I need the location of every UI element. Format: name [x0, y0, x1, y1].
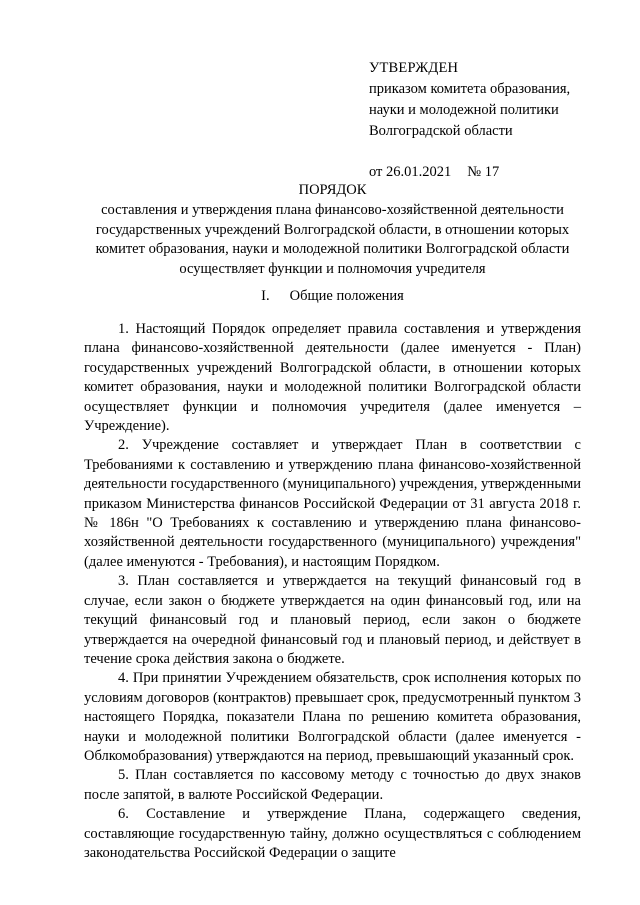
paragraph: 6. Составление и утверждение Плана, содержащего сведения, составляющие государственную тайну, должно осуществляться с соблюдением законодательства Российской Федерации о защите — [84, 806, 581, 861]
approval-line: науки и молодежной политики — [369, 102, 559, 118]
approval-block — [369, 58, 619, 183]
document-title: ПОРЯДОК — [298, 182, 367, 198]
body-text — [84, 320, 581, 863]
paragraph: 4. При принятии Учреждением обязательств, срок исполнения которых по условиям договоров (контрактов) превышает срок, предусмотренный пунктом 3 настоящего Порядка, показатели Плана по решению комитета образования, науки и молодежной политики Волгоградской области (далее именуется - Облкомобразования) утверждаются на период, превышающий указанный срок. — [84, 670, 581, 764]
approval-line: Волгоградской области — [369, 123, 513, 139]
order-number: № 17 — [467, 164, 500, 180]
section-heading — [80, 286, 585, 306]
paragraph: 3. План составляется и утверждается на текущий финансовый год в случае, если закон о бюджете утверждается на один финансовый год, или на текущий финансовый год и плановый период, если закон о бюджете утверждается на очередной финансовый год и плановый период, и действует в течение срока действия закона о бюджете. — [84, 573, 581, 667]
section-title: Общие положения — [289, 288, 404, 304]
paragraph: 5. План составляется по кассовому методу с точностью до двух знаков после запятой, в валюте Российской Федерации. — [84, 767, 581, 803]
document-subtitle: составления и утверждения плана финансово-хозяйственной деятельности государственных учреждений Волгоградской области, в отношении которых комитет образования, науки и молодежной политики Волгоградской области осуществляет функции и полномочия учредителя — [95, 202, 570, 277]
section-number: I. — [261, 288, 270, 304]
approval-line: приказом комитета образования, — [369, 81, 571, 97]
paragraph: 1. Настоящий Порядок определяет правила составления и утверждения плана финансово-хозяйственной деятельности (далее именуется - План) государственных учреждений Волгоградской области, в отношении которых комитет образования, науки и молодежной политики Волгоградской области осуществляет функции и полномочия учредителя (далее именуется – Учреждение). — [84, 321, 581, 435]
approval-title: УТВЕРЖДЕН — [369, 60, 459, 76]
order-date: от 26.01.2021 — [369, 164, 452, 180]
paragraph: 2. Учреждение составляет и утверждает План в соответствии с Требованиями к составлению и утверждению плана финансово-хозяйственной деятельности государственного (муниципального) учреждения, утвержденными приказом Министерства финансов Российской Федерации от 31 августа 2018 г. № 186н "О Требованиях к составлению и утверждению плана финансово-хозяйственной деятельности государственного (муниципального) учреждения" (далее именуются - Требования), и настоящим Порядком. — [84, 437, 582, 570]
